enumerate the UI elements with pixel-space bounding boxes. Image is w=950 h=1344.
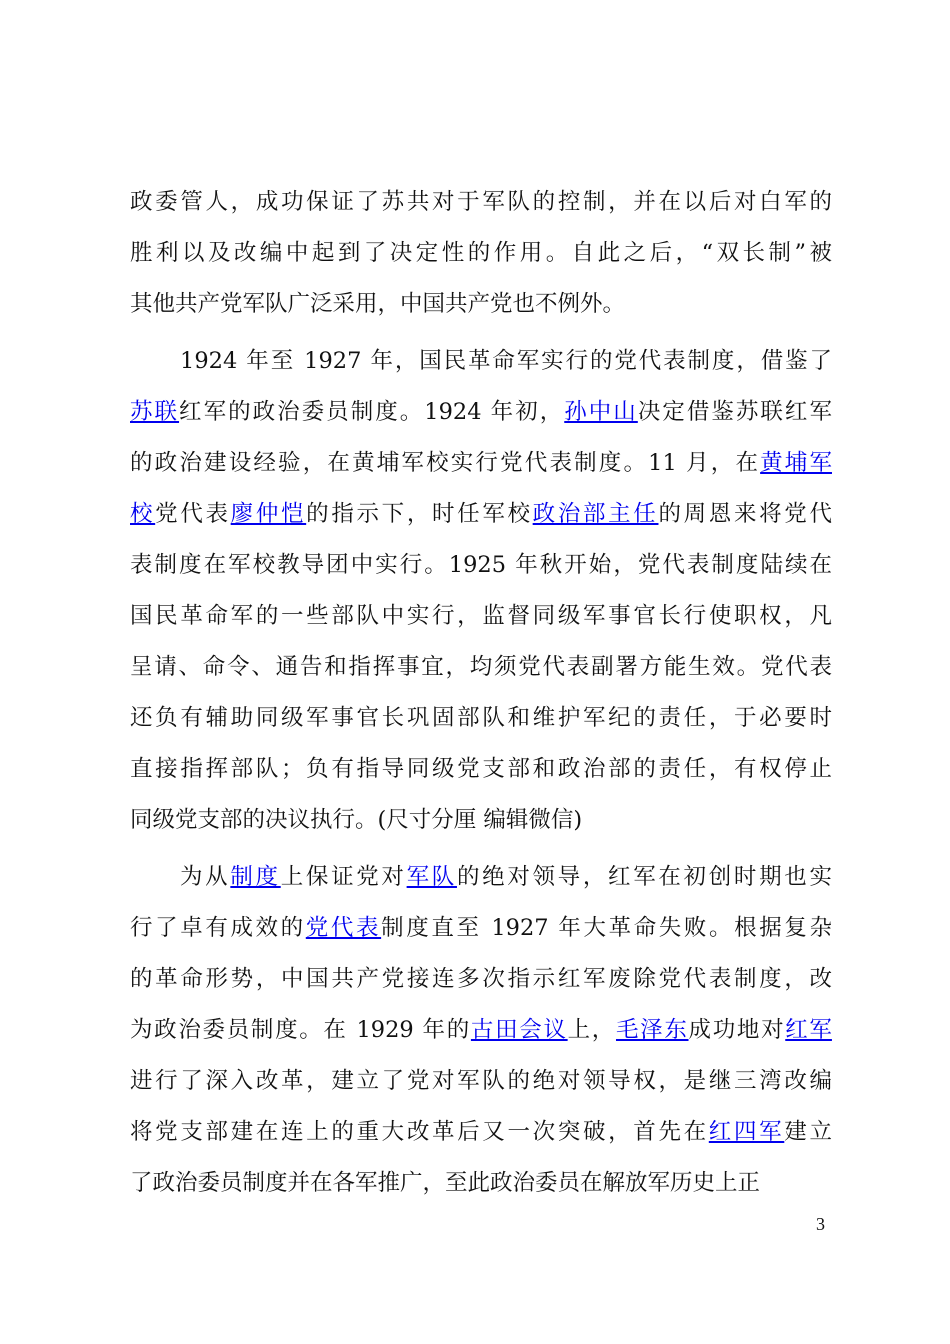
text-run: 直接指挥部队；负有指导同级党支部和政治部的责任，有权停止	[130, 756, 832, 782]
text-line	[130, 649, 832, 685]
text-run: 表制度在军校教导团中实行。1925 年秋开始，党代表制度陆续在	[130, 552, 832, 578]
text-line	[130, 1114, 832, 1150]
text-line	[180, 859, 832, 895]
hyperlink[interactable]: 黄埔军	[760, 450, 832, 476]
text-line	[130, 235, 832, 271]
text-run: 同级党支部的决议执行。(尺寸分厘 编辑微信)	[130, 807, 583, 833]
text-run: 1924 年至 1927 年，国民革命军实行的党代表制度，借鉴了	[180, 348, 832, 374]
hyperlink[interactable]: 红四军	[708, 1119, 785, 1145]
text-run: 红军的政治委员制度。1924 年初，	[179, 399, 565, 425]
text-run: 上，	[567, 1017, 616, 1043]
hyperlink[interactable]: 政治部主任	[532, 501, 659, 527]
hyperlink[interactable]: 廖仲恺	[230, 501, 307, 527]
text-run: 为从	[180, 864, 231, 890]
text-run: 的绝对领导，红军在初创时期也实	[456, 864, 832, 890]
text-run: 的指示下，时任军校	[306, 501, 533, 527]
text-line	[130, 547, 832, 583]
hyperlink[interactable]: 军队	[406, 864, 457, 890]
page-number: 3	[816, 1214, 825, 1234]
hyperlink[interactable]: 古田会议	[470, 1017, 568, 1043]
hyperlink[interactable]: 毛泽东	[615, 1017, 689, 1043]
text-line	[130, 700, 832, 736]
text-run: 政委管人，成功保证了苏共对于军队的控制，并在以后对白军的	[130, 189, 832, 215]
text-run: 建立	[784, 1119, 832, 1145]
text-run: 进行了深入改革，建立了党对军队的绝对领导权，是继三湾改编	[130, 1068, 832, 1094]
text-run: 还负有辅助同级军事官长巩固部队和维护军纪的责任，于必要时	[130, 705, 832, 731]
text-line	[130, 394, 832, 430]
hyperlink[interactable]: 红军	[785, 1017, 832, 1043]
hyperlink[interactable]: 校	[130, 501, 156, 527]
text-run: 成功地对	[688, 1017, 786, 1043]
text-line	[130, 910, 832, 946]
text-run: 为政治委员制度。在 1929 年的	[130, 1017, 471, 1043]
hyperlink[interactable]: 党代表	[305, 915, 382, 941]
text-line	[130, 802, 832, 838]
text-line	[130, 496, 832, 532]
text-run: 的革命形势，中国共产党接连多次指示红军废除党代表制度，改	[130, 966, 832, 992]
text-run: 党代表	[155, 501, 231, 527]
text-line	[130, 1063, 832, 1099]
text-line	[130, 1165, 832, 1201]
text-run: 将党支部建在连上的重大改革后又一次突破，首先在	[130, 1119, 709, 1145]
text-line	[130, 1012, 832, 1048]
text-run: 上保证党对	[280, 864, 407, 890]
text-run: 决定借鉴苏联红军	[637, 399, 832, 425]
text-run: 其他共产党军队广泛采用，中国共产党也不例外。	[130, 291, 626, 317]
text-line	[130, 286, 832, 322]
text-line	[130, 445, 832, 481]
hyperlink[interactable]: 苏联	[130, 399, 180, 425]
text-run: 的周恩来将党代	[658, 501, 832, 527]
text-run: 行了卓有成效的	[130, 915, 306, 941]
hyperlink[interactable]: 制度	[230, 864, 281, 890]
text-line	[130, 961, 832, 997]
text-line	[130, 184, 832, 220]
text-line	[130, 751, 832, 787]
text-run: 了政治委员制度并在各军推广，至此政治委员在解放军历史上正	[130, 1170, 761, 1196]
text-line	[180, 343, 832, 379]
text-run: 国民革命军的一些部队中实行，监督同级军事官长行使职权，凡	[130, 603, 832, 629]
text-run: 制度直至 1927 年大革命失败。根据复杂	[381, 915, 832, 941]
hyperlink[interactable]: 孙中山	[564, 399, 638, 425]
text-line	[130, 598, 832, 634]
text-run: 的政治建设经验，在黄埔军校实行党代表制度。11 月，在	[130, 450, 761, 476]
text-run: 呈请、命令、通告和指挥事宜，均须党代表副署方能生效。党代表	[130, 654, 832, 680]
text-run: 胜利以及改编中起到了决定性的作用。自此之后，“双长制”被	[130, 240, 832, 266]
